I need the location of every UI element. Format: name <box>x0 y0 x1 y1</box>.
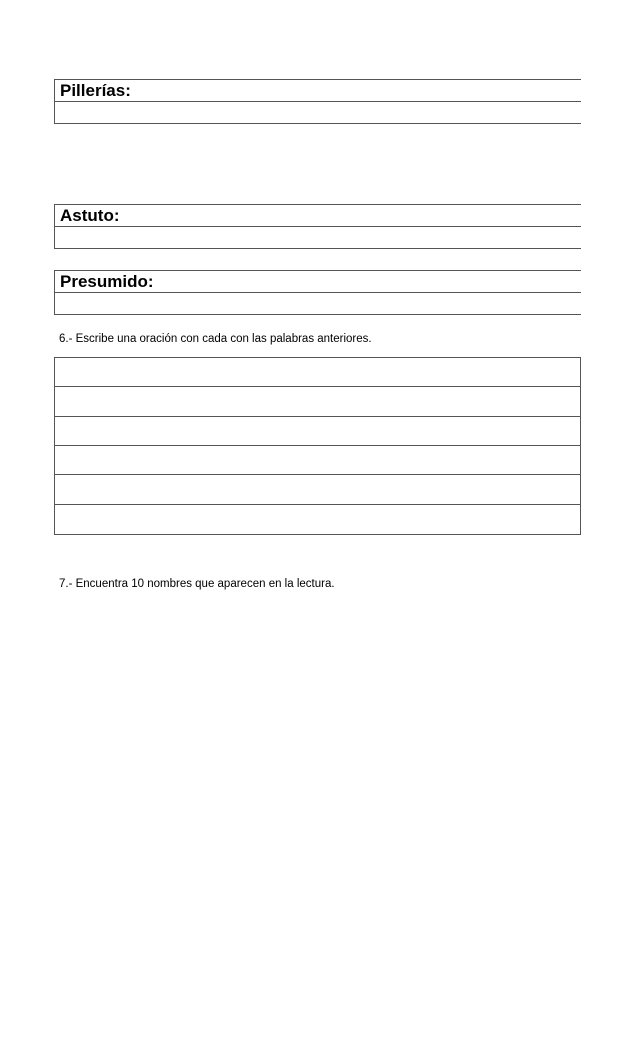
vocab-answer-field-pillerias[interactable] <box>55 102 581 123</box>
sentence-answer-table <box>54 357 581 535</box>
sentence-line[interactable] <box>55 475 580 504</box>
sentence-line[interactable] <box>55 358 580 387</box>
vocab-box-astuto <box>54 204 581 249</box>
vocab-answer-field-presumido[interactable] <box>55 293 581 314</box>
vocab-term-pillerias: Pillerías: <box>55 80 581 102</box>
sentence-line[interactable] <box>55 387 580 416</box>
vocab-box-presumido <box>54 270 581 315</box>
vocab-answer-field-astuto[interactable] <box>55 227 581 248</box>
sentence-line[interactable] <box>55 446 580 475</box>
vocab-term-astuto: Astuto: <box>55 205 581 227</box>
sentence-line[interactable] <box>55 505 580 534</box>
vocab-box-pillerias <box>54 79 581 124</box>
sentence-line[interactable] <box>55 417 580 446</box>
question-7-prompt: 7.- Encuentra 10 nombres que aparecen en la lectura. <box>59 578 335 590</box>
question-6-prompt: 6.- Escribe una oración con cada con las palabras anteriores. <box>59 333 372 345</box>
vocab-term-presumido: Presumido: <box>55 271 581 293</box>
